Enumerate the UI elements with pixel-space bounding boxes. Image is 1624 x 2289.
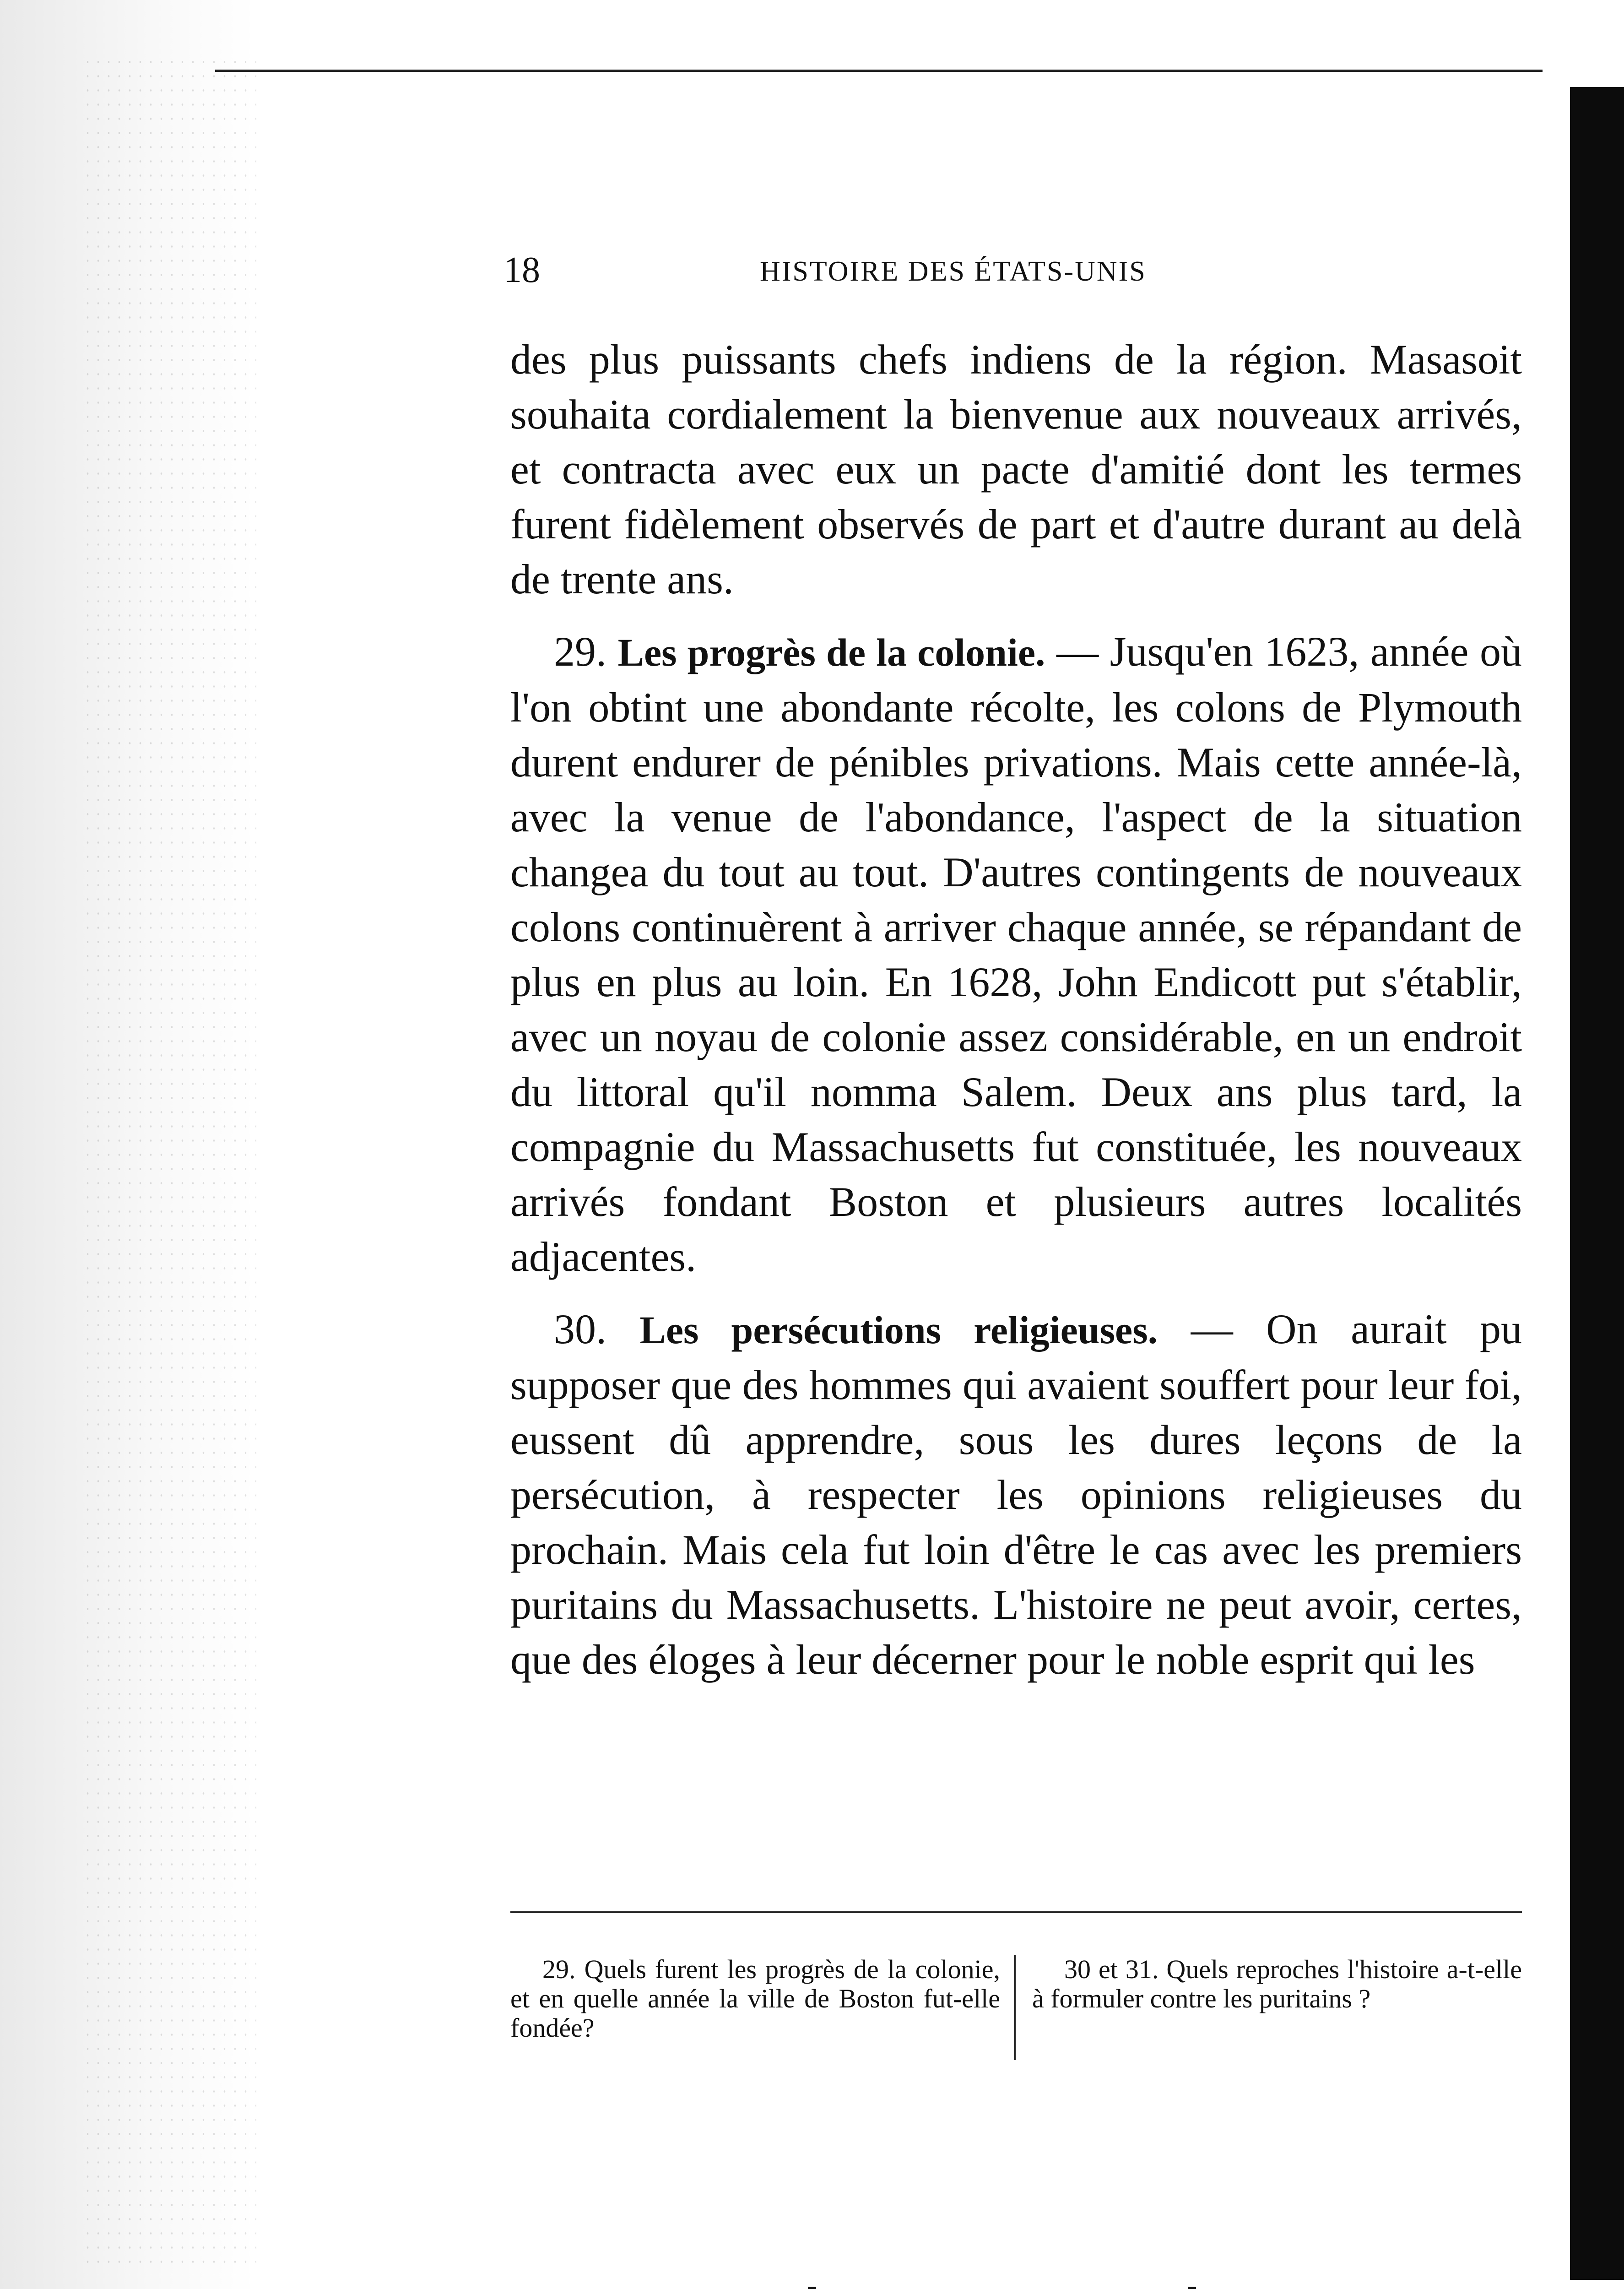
top-rule [215,70,1543,72]
section-30-heading: Les persécutions religieuses. [639,1308,1158,1352]
section-29-heading: Les progrès de la colonie. [617,630,1045,674]
scan-mark-bottom-left [808,2287,816,2289]
scan-mark-bottom-right [1188,2287,1196,2289]
page-number: 18 [503,250,540,290]
main-text [510,332,1522,1687]
section-30-text: — On aurait pu supposer que des hommes qui avaient souffert pour leur foi, eussent dû apprendre, sous les dures leçons de la persécution, à respecter les opinions religieuses du prochain. Mais cela fut loin d'être le cas avec les premiers puritains du Massachusetts. L'histoire ne peut avoir, certes, que des éloges à leur décerner pour le noble esprit qui les [510,1306,1522,1683]
section-30-number: 30. [554,1306,606,1352]
footnote-29: 29. Quels furent les progrès de la colonie, et en quelle année la ville de Boston fut-elle fondée? [510,1954,1000,2043]
footnote-30-31: 30 et 31. Quels reproches l'histoire a-t-elle à formuler contre les puritains ? [1032,1954,1522,2013]
page-header [503,250,1529,291]
footnote-rule [510,1911,1522,1913]
scan-edge-right [1570,87,1624,2280]
section-29 [510,624,1522,1284]
continuation-paragraph: des plus puissants chefs indiens de la région. Masasoit souhaita cordialement la bienvenue aux nouveaux arrivés, et contracta avec eux un pacte d'amitié dont les termes furent fidèlement observés de part et d'autre durant au delà de trente ans. [510,336,1522,602]
section-29-text: — Jusqu'en 1623, année où l'on obtint une abondante récolte, les colons de Plymouth durent endurer de pénibles privations. Mais cette année-là, avec la venue de l'abondance, l'aspect de la situation changea du tout au tout. D'autres contingents de nouveaux colons continuèrent à arriver chaque année, se répandant de plus en plus au loin. En 1628, John Endicott put s'établir, avec un noyau de colonie assez considérable, en un endroit du littoral qu'il nomma Salem. Deux ans plus tard, la compagnie du Massachusetts fut constituée, les nouveaux arrivés fondant Boston et plusieurs autres localités adjacentes. [510,628,1522,1280]
running-title: HISTOIRE DES ÉTATS-UNIS [760,256,1147,287]
scan-noise-left [82,55,256,2275]
section-29-number: 29. [554,628,606,675]
section-30 [510,1302,1522,1687]
footnote-divider [1014,1955,1016,2060]
footnotes [510,1955,1522,2060]
